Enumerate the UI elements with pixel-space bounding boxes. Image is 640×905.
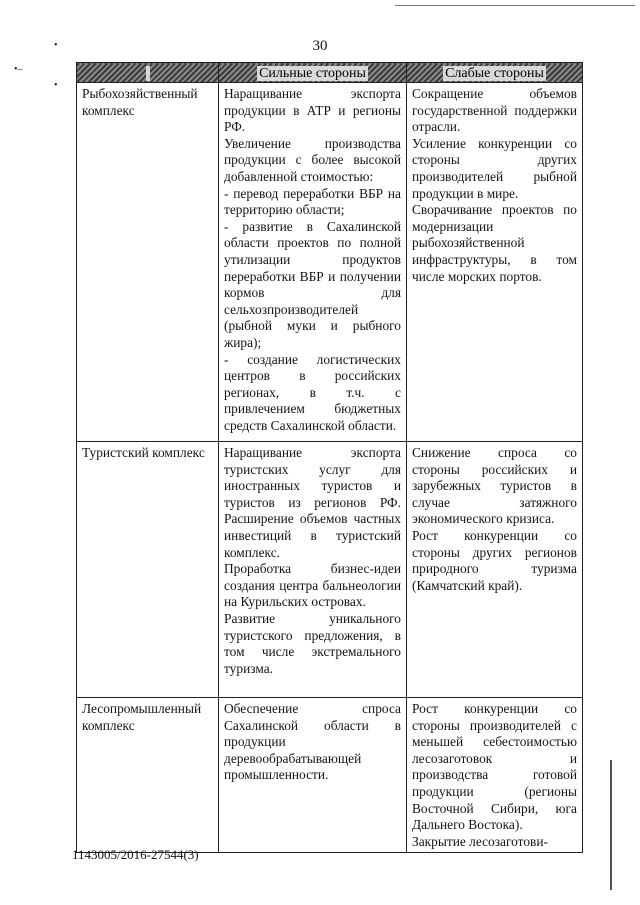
strength-item: Наращивание экспорта туристских услуг для иностранных туристов и туристов из регионов РФ. Расширение объемов частных инвестиций в туристский комплекс.	[224, 445, 401, 560]
margin-mark: •–	[14, 64, 23, 75]
margin-dot: •	[54, 40, 58, 51]
strengths-cell	[219, 83, 407, 442]
table-row	[77, 442, 583, 698]
top-rule	[395, 5, 635, 6]
margin-dot: •	[54, 80, 58, 91]
strengths-cell	[219, 442, 407, 698]
sector-cell: Лесопромышленный комплекс	[77, 698, 219, 853]
table-header-row	[77, 63, 583, 83]
page-number: 30	[312, 38, 328, 54]
weakness-item: Рост конкуренции со стороны других регионов природного туризма (Камчатский край).	[412, 527, 577, 593]
strength-item: Увеличение производства продукции с более высокой добавленной стоимостью:	[224, 135, 401, 184]
weakness-item: Сворачивание проектов по модернизации рыбохозяйственной инфраструктуры, в том числе морских портов.	[412, 202, 577, 284]
weaknesses-cell	[407, 442, 583, 698]
sector-cell: Туристский комплекс	[77, 442, 219, 698]
strength-item: Наращивание экспорта продукции в АТР и регионы РФ.	[224, 86, 401, 135]
strength-item: Проработка бизнес-идеи создания центра бальнеологии на Курильских островах.	[224, 561, 401, 610]
weakness-item: Снижение спроса со стороны российских и зарубежных туристов в случае затяжного экономического кризиса.	[412, 445, 577, 527]
weakness-item: Закрытие лесозаготови-	[412, 833, 548, 849]
table-row	[77, 698, 583, 853]
strength-item: Развитие уникального туристского предложения, в том числе экстремального туризма.	[224, 610, 401, 676]
strength-item: - создание логистических центров в российских регионах, в т.ч. с привлечением бюджетных средств Сахалинской области.	[224, 351, 401, 433]
header-cell-sector	[77, 63, 219, 83]
weakness-item: Сокращение объемов государственной поддержки отрасли.	[412, 86, 577, 135]
strength-item: - перевод переработки ВБР на территорию области;	[224, 185, 401, 218]
weakness-item: Рост конкуренции со стороны производителей с меньшей себестоимостью лесозаготовок и производства готовой продукции (регионы Восточной Сибири, юга Дальнего Востока).	[412, 701, 577, 833]
strength-item: - развитие в Сахалинской области проектов по полной утилизации продуктов переработки ВБР и получении кормов для сельхозпроизводителей (рыбной муки и рыбного жира);	[224, 218, 401, 350]
strengths-cell	[219, 698, 407, 853]
header-cell-strengths: Сильные стороны	[219, 63, 407, 83]
swot-table	[76, 62, 583, 853]
header-cell-weaknesses: Слабые стороны	[407, 63, 583, 83]
registration-number: 1143005/2016-27544(3)	[72, 847, 199, 862]
weakness-item: Усиление конкуренции со стороны других производителей рыбной продукции в мире.	[412, 135, 577, 201]
weaknesses-cell	[407, 83, 583, 442]
table-row	[77, 83, 583, 442]
sector-cell: Рыбохозяйственный комплекс	[77, 83, 219, 442]
weaknesses-cell	[407, 698, 583, 853]
strength-item: Обеспечение спроса Сахалинской области в продукции деревообрабатывающей промышленности.	[224, 701, 401, 783]
binding-line	[610, 760, 612, 890]
